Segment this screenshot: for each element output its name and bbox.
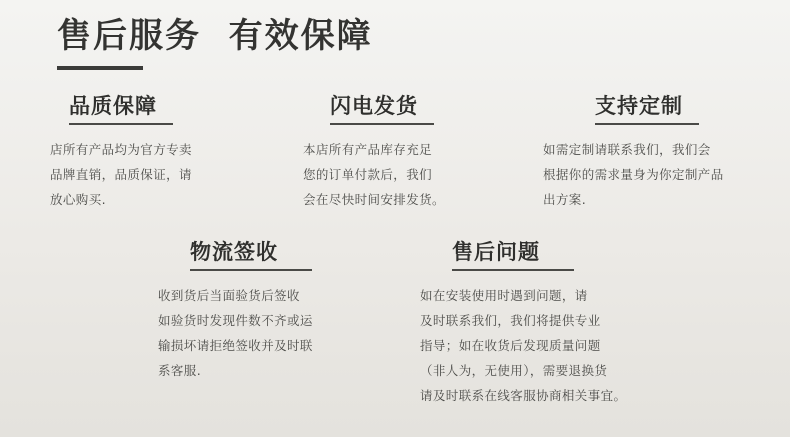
service-text-line: 收到货后当面验货后签收 [158,288,300,303]
service-text-line: （非人为，无使用），需要退换货 [420,363,608,378]
service-block-shipping-title: 闪电发货 [330,94,418,118]
service-block-custom-title: 支持定制 [595,94,683,118]
service-text-line: 请及时联系在线客服协商相关事宜。 [420,388,627,403]
service-text-line: 如在安装使用时遇到问题，请 [420,288,588,303]
service-block-logistics [150,238,380,383]
service-block-custom-underline [595,123,699,125]
service-text-line: 如验货时发现件数不齐或运 [158,313,313,328]
service-text-line: 出方案. [543,192,587,207]
service-block-logistics-title: 物流签收 [190,240,278,264]
page-title: 售后服务 有效保障 [57,16,373,56]
service-block-shipping-body [300,137,515,212]
service-block-aftersale-body [420,283,680,408]
service-text-line: 如需定制请联系我们，我们会 [543,142,711,157]
service-text-line: 及时联系我们，我们将提供专业 [420,313,601,328]
service-block-quality-body [47,137,262,212]
service-block-aftersale-underline [452,269,574,271]
service-block-shipping-underline [330,123,434,125]
service-block-custom-body [543,137,758,212]
service-text-line: 指导；如在收货后发现质量问题 [420,338,601,353]
service-block-shipping [300,92,515,212]
service-block-quality-underline [69,123,173,125]
service-text-line: 放心购买. [50,192,106,207]
service-text-line: 会在尽快时间安排发货。 [303,192,445,207]
service-text-line: 本店所有产品库存充足 [303,142,433,157]
banner-header [57,12,717,70]
service-block-aftersale-title: 售后问题 [452,240,540,264]
service-text-line: 品牌直销，品质保证，请 [50,167,192,182]
service-text-line: 根据你的需求量身为你定制产品 [543,167,724,182]
service-text-line: 系客服. [158,363,202,378]
service-text-line: 输损坏请拒绝签收并及时联 [158,338,313,353]
service-block-custom [543,92,758,212]
service-block-quality-title: 品质保障 [69,94,157,118]
service-block-aftersale [420,238,680,408]
service-text-line: 您的订单付款后，我们 [303,167,433,182]
service-block-logistics-underline [190,269,312,271]
service-block-quality [47,92,262,212]
service-block-logistics-body [150,283,380,383]
service-text-line: 店所有产品均为官方专卖 [50,142,192,157]
title-underline-rule [57,66,143,70]
